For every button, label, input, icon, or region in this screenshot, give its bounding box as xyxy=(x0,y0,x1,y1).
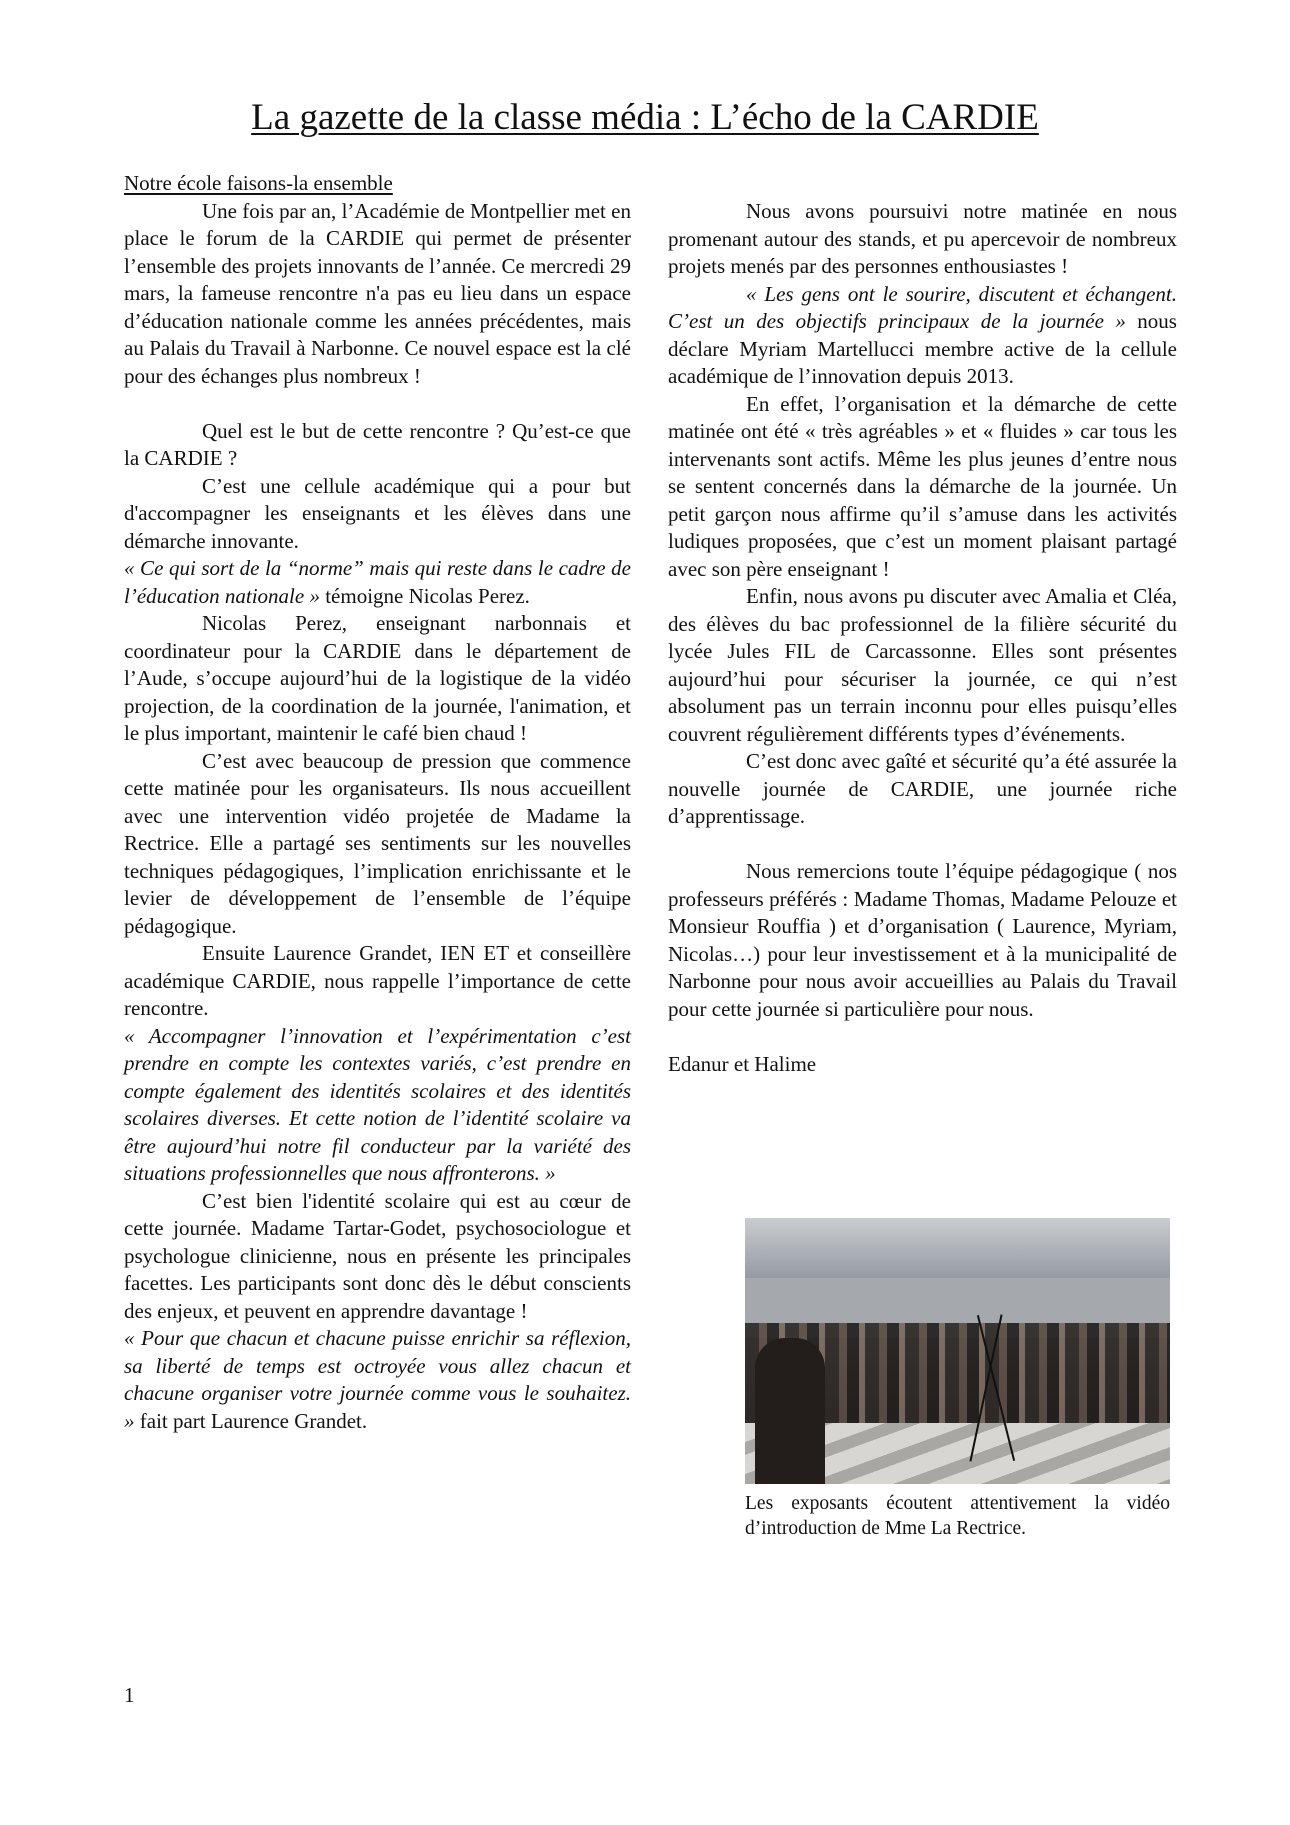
quote: « Pour que chacun et chacune puisse enrichir sa réflexion, sa liberté de temps est octroyée vous allez chacun et chacune organiser votre journée comme vous le souhaitez. » xyxy=(124,1326,631,1433)
event-photo xyxy=(745,1218,1170,1484)
page-title: La gazette de la classe média : L’écho de la CARDIE xyxy=(251,97,1039,138)
photo-figure xyxy=(745,1218,1170,1561)
quote-attribution: fait part Laurence Grandet. xyxy=(134,1408,368,1433)
paragraph: Quel est le but de cette rencontre ? Qu’est-ce que la CARDIE ? xyxy=(124,418,631,470)
paragraph-quote xyxy=(124,555,631,610)
quote: « Ce qui sort de la “norme” mais qui reste dans le cadre de l’éducation nationale » xyxy=(124,556,631,608)
section-title: Notre école faisons-la ensemble xyxy=(124,171,393,195)
paragraph-quote xyxy=(124,1023,631,1188)
paragraph: Enfin, nous avons pu discuter avec Amalia et Cléa, des élèves du bac professionnel de la filière sécurité du lycée Jules FIL de Carcassonne. Elles sont présentes aujourd’hui pour sécuriser la journée, ce qui n’est absolument pas un terrain inconnu pour elles puisqu’elles couvrent régulièrement différents types d’événements. xyxy=(668,584,1177,746)
paragraph: Nous avons poursuivi notre matinée en nous promenant autour des stands, et pu apercevoir de nombreux projets menés par des personnes enthousiastes ! xyxy=(668,199,1177,278)
paragraph: En effet, l’organisation et la démarche de cette matinée ont été « très agréables » et « fluides » car tous les intervenants sont actifs. Même les plus jeunes d’entre nous se sentent concernés dans la démarche de la journée. Un petit garçon nous affirme qu’il s’amuse dans les activités ludiques proposées, que c’est un moment plaisant partagé avec son père enseignant ! xyxy=(668,391,1177,581)
paragraph: C’est bien l'identité scolaire qui est au cœur de cette journée. Madame Tartar-Godet, psychosociologue et psychologue clinicienne, nous en présente les principales facettes. Les participants sont donc dès le début conscients des enjeux, et peuvent en apprendre davantage ! xyxy=(124,1188,631,1323)
paragraph-quote xyxy=(668,281,1177,391)
paragraph: C’est une cellule académique qui a pour but d'accompagner les enseignants et les élèves dans une démarche innovante. xyxy=(124,473,631,553)
paragraph: Nicolas Perez, enseignant narbonnais et coordinateur pour la CARDIE dans le département de l’Aude, s’occupe aujourd’hui de la logistique de la vidéo projection, de la coordination de la journée, l'animation, et le plus important, maintenir le café bien chaud ! xyxy=(124,611,631,745)
signature: Edanur et Halime xyxy=(668,1051,817,1076)
paragraph: Une fois par an, l’Académie de Montpellier met en place le forum de la CARDIE qui permet de présenter l’ensemble des projets innovants de l’année. Ce mercredi 29 mars, la fameuse rencontre n'a pas eu lieu dans un espace d’éducation nationale comme les années précédentes, mais au Palais du Travail à Narbonne. Ce nouvel espace est la clé pour des échanges plus nombreux ! xyxy=(124,198,631,388)
paragraph: Ensuite Laurence Grandet, IEN ET et conseillère académique CARDIE, nous rappelle l’importance de cette rencontre. xyxy=(124,941,631,1020)
quote-attribution: témoigne Nicolas Perez. xyxy=(319,583,530,608)
paragraph-quote xyxy=(124,1325,631,1435)
paragraph: C’est avec beaucoup de pression que commence cette matinée pour les organisateurs. Ils nous accueillent avec une intervention vidéo projetée de Madame la Rectrice. Elle a partagé ses sentiments sur les nouvelles techniques pédagogiques, l’implication enrichissante et le levier de développement de l’ensemble de l’équipe pédagogique. xyxy=(124,748,631,938)
paragraph: Nous remercions toute l’équipe pédagogique ( nos professeurs préférés : Madame Thomas, Madame Pelouze et Monsieur Rouffia ) et d’organisation ( Laurence, Myriam, Nicolas…) pour leur investissement et à la municipalité de Narbonne pour nous avoir accueillies au Palais du Travail pour cette journée si particulière pour nous. xyxy=(668,859,1177,1021)
right-column xyxy=(668,198,1177,1078)
page-number: 1 xyxy=(124,1683,135,1707)
quote: « Accompagner l’innovation et l’expérimentation c’est prendre en compte les contextes variés, c’est prendre en compte également des identités scolaires et des identités scolaires diverses. Et cette notion de l’identité scolaire va être aujourd’hui notre fil conducteur par la variété des situations professionnelles que nous affronterons. » xyxy=(124,1023,631,1185)
left-column xyxy=(124,170,631,1435)
paragraph: C’est donc avec gaîté et sécurité qu’a été assurée la nouvelle journée de CARDIE, une journée riche d’apprentissage. xyxy=(668,749,1177,828)
quote: « Les gens ont le sourire, discutent et échangent. C’est un des objectifs principaux de la journée » xyxy=(668,281,1177,333)
quote-attribution: nous déclare Myriam Martellucci membre active de la cellule académique de l’innovation depuis 2013. xyxy=(668,309,1177,388)
photo-caption: Les exposants écoutent attentivement la vidéo d’introduction de Mme La Rectrice. xyxy=(745,1493,1170,1539)
